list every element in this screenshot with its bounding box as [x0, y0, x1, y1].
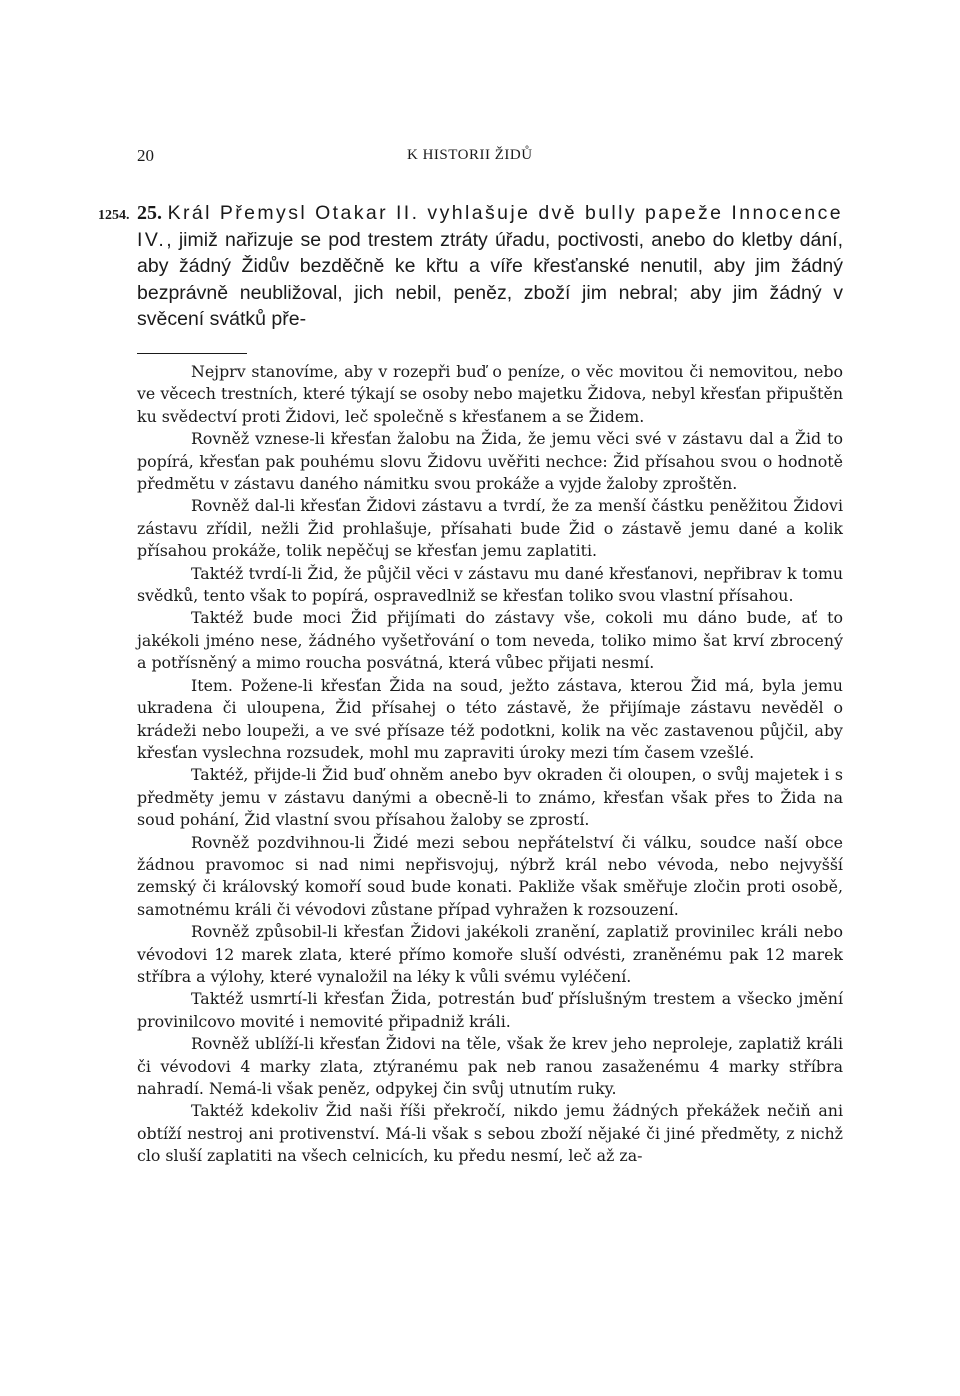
footnote-paragraph: Taktéž, přijde-li Žid buď ohněm anebo byv okraden či oloupen, o svůj majetek i s předměty jemu v zástavu danými a obecně-li to známo, křesťan však přes to Žida na soud pohání, Žid vlastní svou přísahou žaloby se zprostí. — [137, 765, 843, 830]
footnote-divider — [137, 353, 247, 354]
section-title: Král Přemysl Otakar II. vyhlašuje dvě bully papeže Innocence IV. — [137, 202, 843, 251]
footnote-paragraph: Rovněž pozdvihnou-li Židé mezi sebou nepřátelství či válku, soudce naší obce žádnou pravomoc si nad nimi nepřisvojuj, nýbrž král nebo vévoda, nebo nejvyšší zemský či královský komoří soud bude konati. Pakliže však směřuje zločin proti osobě, samotnému králi či vévodovi zůstane případ vyhražen k rozsouzení. — [137, 832, 843, 919]
footnote-paragraph: Rovněž vznese-li křesťan žalobu na Žida, že jemu věci své v zástavu dal a Žid to popírá, křesťan pak pouhému slovu Židovu uvěřiti nechce: Žid přísahou svou o hodnotě předmětu v zástavu daného námitku svou prokáže a vyjde žaloby zproštěn. — [137, 429, 843, 494]
footnote-paragraph: Rovněž ublíží-li křesťan Židovi na těle, však že krev jeho neproleje, zaplatiž králi či vévodovi 4 marky zlata, ztýranému pak neb ranou zasaženému 4 marky stříbra nahradí. Nemá-li však peněz, odpykej čin svůj utnutím ruky. — [137, 1034, 843, 1098]
footnote-paragraph: Taktéž bude moci Žid přijímati do zástavy vše, cokoli mu dáno bude, ať to jakékoli jméno nese, žádného vyšetřování o tom neveda, toliko mimo šat krví zbrocený a potřísněný a mimo roucha posvátná, která vůbec přijati nesmí. — [137, 608, 843, 673]
footnote-paragraph: Nejprv stanovíme, aby v rozepři buď o peníze, o věc movitou či nemovitou, nebo ve věcech trestních, které týkají se osoby nebo majetku Židova, nebyl křesťan připuštěn ku svědectví proti Židovi, leč společně s křesťanem a se Židem. — [137, 362, 843, 426]
section-number: 25. — [137, 202, 162, 224]
footnote-paragraph: Item. Požene-li křesťan Žida na soud, ježto zástava, kterou Žid má, byla jemu ukradena či uloupena, Žid přísahej o této zástavě, že přijímaje zástavu nevěděl o krádeži nebo loupeži, a ve své přísaze též podotkni, kolik na věc zastavenou půjčil, aby křesťan vyslechna rozsudek, mohl mu zapraviti úroky mezi tím časem vzešlé. — [137, 675, 843, 762]
running-header — [137, 146, 843, 168]
section-text: , jimiž nařizuje se pod trestem ztráty úřadu, poctivosti, anebo do kletby dání, aby žádný Židův bezděčně ke křtu a víře křesťanské nenutil, aby jim žádný bezprávně neubližoval, jich nebil, peněz, zboží jim nebral; aby jim žádný v svěcení svátků pře- — [137, 228, 843, 330]
margin-year: 1254. — [98, 208, 130, 223]
footnotes — [137, 361, 843, 1168]
footnote-paragraph: Taktéž usmrtí-li křesťan Žida, potrestán buď příslušným trestem a všecko jmění provinilcovo movité i nemovité připadniž králi. — [137, 989, 843, 1031]
footnote-paragraph: Rovněž způsobil-li křesťan Židovi jakékoli zranění, zaplatiž provinilec králi nebo vévodovi 12 marek zlata, které přímo komoře sluší odvésti, zraněnému pak 12 marek stříbra a výlohy, které vynaložil na léky k vůli svému vyléčení. — [137, 922, 843, 986]
footnote-paragraph: Rovněž dal-li křesťan Židovi zástavu a tvrdí, že za menší částku peněžitou Židovi zástavu zřídil, nežli Žid prohlašuje, přísahati bude Žid o zástavě jemu dané a kolik přísahou prokáže, tolik nepěčuj se křesťan jemu zaplatiti. — [137, 496, 843, 561]
running-title: K HISTORII ŽIDŮ — [407, 147, 533, 163]
footnote-paragraph: Taktéž kdekoliv Žid naši říši překročí, nikdo jemu žádných překážek nečiň ani obtíží nestroj ani protivenství. Má-li však s sebou zboží nějaké či jiné předměty, z nichž clo sluší zaplatiti na všech celnicích, ku předu nesmí, leč až za- — [137, 1101, 843, 1166]
footnote-paragraph: Taktéž tvrdí-li Žid, že půjčil věci v zástavu mu dané křesťanovi, nepřibrav k tomu svědků, tento však to popírá, ospravedlniž se křesťan toliko svou vlastní přísahou. — [137, 563, 843, 606]
main-paragraph — [137, 200, 843, 333]
page-number: 20 — [137, 146, 154, 165]
